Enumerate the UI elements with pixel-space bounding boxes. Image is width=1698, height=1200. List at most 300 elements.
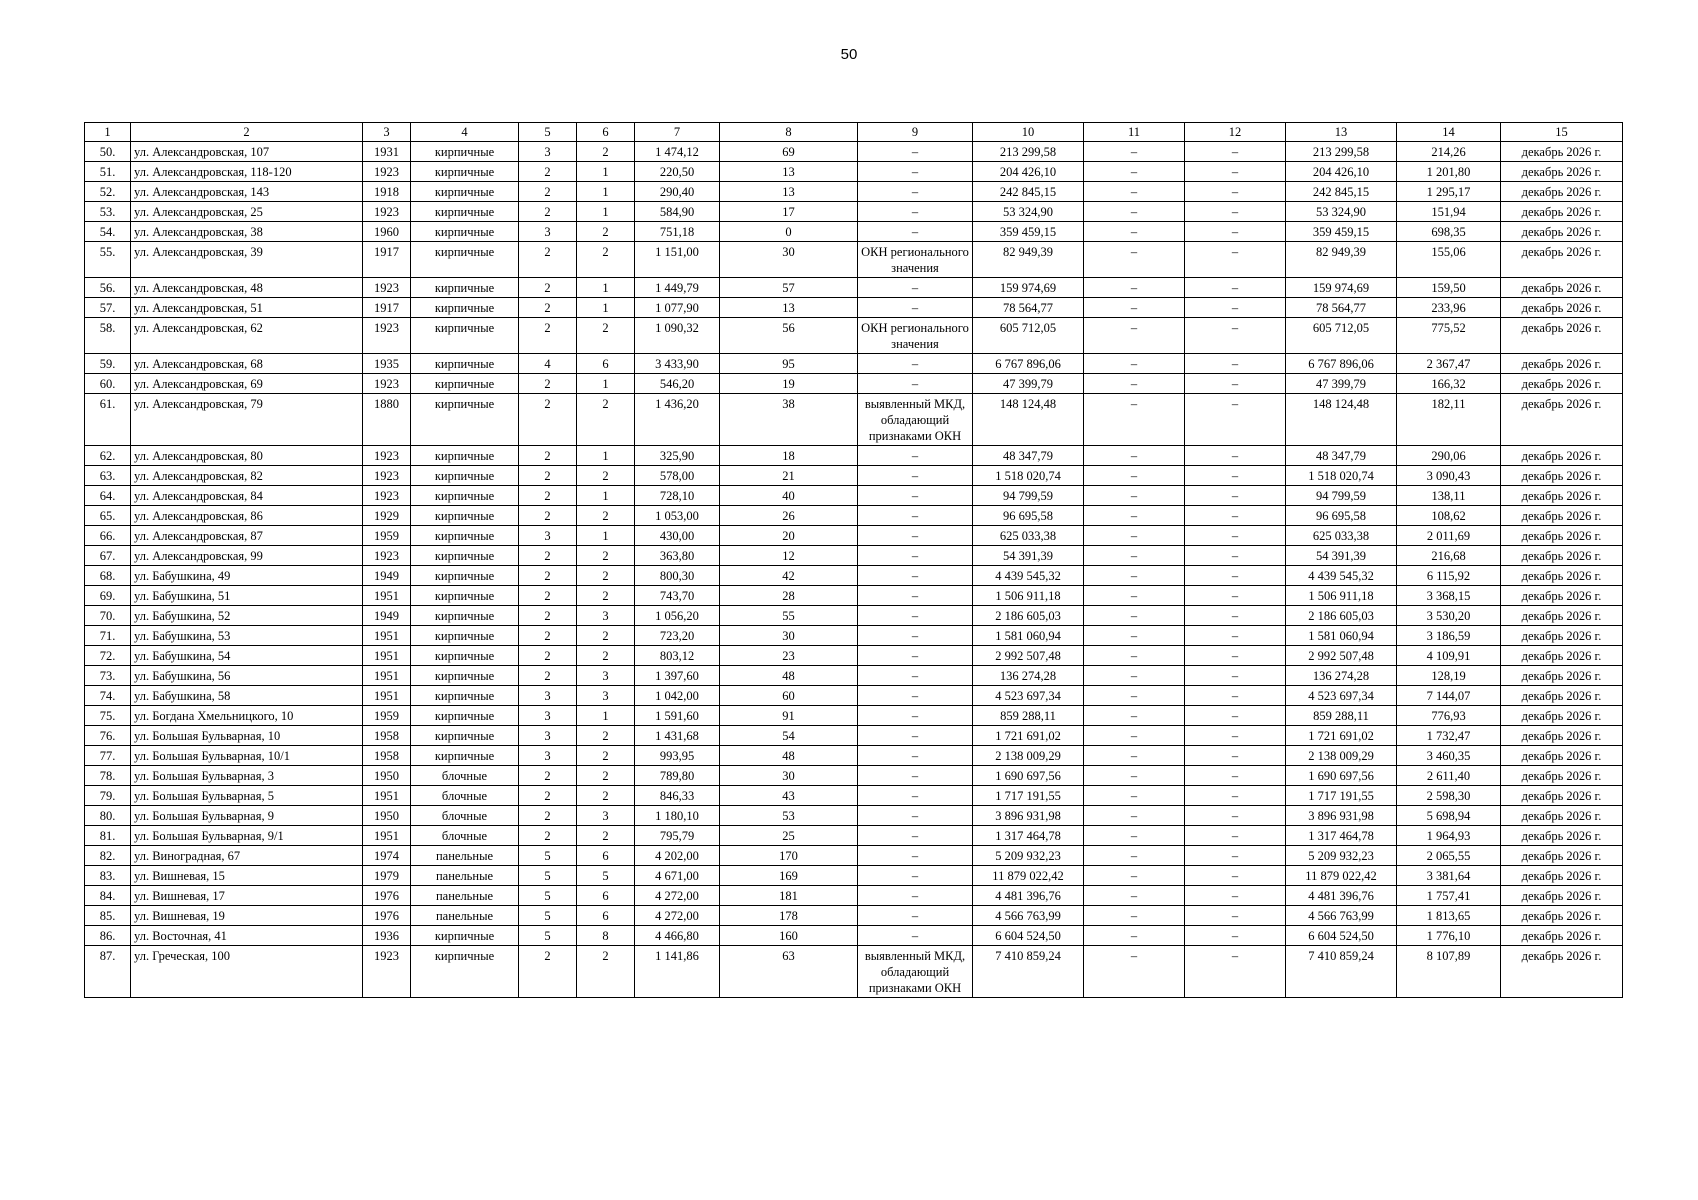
floors-cell: 2 — [519, 394, 577, 446]
wall-material-cell: блочные — [411, 766, 519, 786]
wall-material-cell: кирпичные — [411, 946, 519, 998]
address-cell: ул. Александровская, 25 — [131, 202, 363, 222]
floors-cell: 2 — [519, 278, 577, 298]
wall-material-cell: кирпичные — [411, 142, 519, 162]
table-row — [85, 446, 1623, 466]
cost-col-13-cell: 1 721 691,02 — [1286, 726, 1397, 746]
deadline-cell: декабрь 2026 г. — [1501, 222, 1623, 242]
address-cell: ул. Большая Бульварная, 3 — [131, 766, 363, 786]
entrances-cell: 2 — [577, 546, 635, 566]
cost-col-12-cell: – — [1185, 726, 1286, 746]
entrances-cell: 3 — [577, 666, 635, 686]
area-cell: 1 053,00 — [635, 506, 720, 526]
entrances-cell: 2 — [577, 394, 635, 446]
entrances-cell: 2 — [577, 726, 635, 746]
cost-col-11-cell: – — [1084, 202, 1185, 222]
row-number-cell: 51. — [85, 162, 131, 182]
residents-cell: 181 — [720, 886, 858, 906]
heritage-status-cell: – — [858, 162, 973, 182]
heritage-status-cell: – — [858, 686, 973, 706]
floors-cell: 3 — [519, 142, 577, 162]
heritage-status-cell: – — [858, 278, 973, 298]
cost-col-13-cell: 53 324,90 — [1286, 202, 1397, 222]
row-number-cell: 55. — [85, 242, 131, 278]
column-header: 10 — [973, 123, 1084, 142]
area-cell: 743,70 — [635, 586, 720, 606]
deadline-cell: декабрь 2026 г. — [1501, 706, 1623, 726]
column-header: 7 — [635, 123, 720, 142]
area-cell: 1 449,79 — [635, 278, 720, 298]
build-year-cell: 1951 — [363, 666, 411, 686]
column-number-row — [85, 123, 1623, 142]
cost-per-unit-cell: 5 698,94 — [1397, 806, 1501, 826]
residents-cell: 20 — [720, 526, 858, 546]
heritage-status-cell: выявленный МКД, обладающий признаками ОКН — [858, 946, 973, 998]
wall-material-cell: кирпичные — [411, 586, 519, 606]
heritage-status-cell: – — [858, 202, 973, 222]
heritage-status-cell: – — [858, 846, 973, 866]
address-cell: ул. Александровская, 48 — [131, 278, 363, 298]
cost-per-unit-cell: 2 011,69 — [1397, 526, 1501, 546]
cost-col-11-cell: – — [1084, 162, 1185, 182]
cost-per-unit-cell: 216,68 — [1397, 546, 1501, 566]
cost-col-12-cell: – — [1185, 354, 1286, 374]
table-row — [85, 726, 1623, 746]
entrances-cell: 1 — [577, 374, 635, 394]
build-year-cell: 1923 — [363, 162, 411, 182]
heritage-status-cell: – — [858, 586, 973, 606]
cost-col-12-cell: – — [1185, 374, 1286, 394]
residents-cell: 18 — [720, 446, 858, 466]
cost-col-11-cell: – — [1084, 182, 1185, 202]
wall-material-cell: панельные — [411, 866, 519, 886]
area-cell: 1 180,10 — [635, 806, 720, 826]
cost-total-cell: 1 717 191,55 — [973, 786, 1084, 806]
deadline-cell: декабрь 2026 г. — [1501, 566, 1623, 586]
heritage-status-cell: – — [858, 886, 973, 906]
cost-col-12-cell: – — [1185, 746, 1286, 766]
floors-cell: 2 — [519, 766, 577, 786]
deadline-cell: декабрь 2026 г. — [1501, 354, 1623, 374]
cost-per-unit-cell: 2 611,40 — [1397, 766, 1501, 786]
address-cell: ул. Александровская, 38 — [131, 222, 363, 242]
build-year-cell: 1880 — [363, 394, 411, 446]
cost-per-unit-cell: 1 964,93 — [1397, 826, 1501, 846]
address-cell: ул. Бабушкина, 53 — [131, 626, 363, 646]
cost-total-cell: 82 949,39 — [973, 242, 1084, 278]
address-cell: ул. Александровская, 68 — [131, 354, 363, 374]
cost-col-13-cell: 6 767 896,06 — [1286, 354, 1397, 374]
cost-per-unit-cell: 1 757,41 — [1397, 886, 1501, 906]
heritage-status-cell: ОКН регионального значения — [858, 242, 973, 278]
heritage-status-cell: – — [858, 374, 973, 394]
cost-total-cell: 6 767 896,06 — [973, 354, 1084, 374]
row-number-cell: 62. — [85, 446, 131, 466]
cost-per-unit-cell: 159,50 — [1397, 278, 1501, 298]
floors-cell: 2 — [519, 546, 577, 566]
row-number-cell: 86. — [85, 926, 131, 946]
area-cell: 1 077,90 — [635, 298, 720, 318]
heritage-status-cell: – — [858, 546, 973, 566]
floors-cell: 2 — [519, 606, 577, 626]
column-header: 14 — [1397, 123, 1501, 142]
cost-col-12-cell: – — [1185, 626, 1286, 646]
cost-col-13-cell: 1 317 464,78 — [1286, 826, 1397, 846]
heritage-status-cell: – — [858, 746, 973, 766]
cost-col-11-cell: – — [1084, 906, 1185, 926]
heritage-status-cell: – — [858, 626, 973, 646]
cost-col-11-cell: – — [1084, 466, 1185, 486]
build-year-cell: 1950 — [363, 766, 411, 786]
address-cell: ул. Виноградная, 67 — [131, 846, 363, 866]
cost-col-11-cell: – — [1084, 506, 1185, 526]
cost-per-unit-cell: 2 367,47 — [1397, 354, 1501, 374]
deadline-cell: декабрь 2026 г. — [1501, 278, 1623, 298]
cost-col-13-cell: 2 138 009,29 — [1286, 746, 1397, 766]
address-cell: ул. Александровская, 62 — [131, 318, 363, 354]
residents-cell: 57 — [720, 278, 858, 298]
cost-col-13-cell: 78 564,77 — [1286, 298, 1397, 318]
cost-col-13-cell: 1 518 020,74 — [1286, 466, 1397, 486]
area-cell: 546,20 — [635, 374, 720, 394]
cost-col-12-cell: – — [1185, 142, 1286, 162]
row-number-cell: 68. — [85, 566, 131, 586]
cost-total-cell: 2 186 605,03 — [973, 606, 1084, 626]
wall-material-cell: кирпичные — [411, 526, 519, 546]
heritage-status-cell: – — [858, 142, 973, 162]
cost-col-13-cell: 213 299,58 — [1286, 142, 1397, 162]
floors-cell: 2 — [519, 466, 577, 486]
cost-col-13-cell: 82 949,39 — [1286, 242, 1397, 278]
wall-material-cell: кирпичные — [411, 486, 519, 506]
table-row — [85, 394, 1623, 446]
cost-per-unit-cell: 8 107,89 — [1397, 946, 1501, 998]
cost-per-unit-cell: 3 460,35 — [1397, 746, 1501, 766]
column-header: 13 — [1286, 123, 1397, 142]
deadline-cell: декабрь 2026 г. — [1501, 766, 1623, 786]
floors-cell: 2 — [519, 566, 577, 586]
cost-col-13-cell: 136 274,28 — [1286, 666, 1397, 686]
area-cell: 584,90 — [635, 202, 720, 222]
row-number-cell: 73. — [85, 666, 131, 686]
table-row — [85, 646, 1623, 666]
cost-col-11-cell: – — [1084, 298, 1185, 318]
heritage-status-cell: – — [858, 466, 973, 486]
build-year-cell: 1951 — [363, 646, 411, 666]
floors-cell: 2 — [519, 646, 577, 666]
deadline-cell: декабрь 2026 г. — [1501, 526, 1623, 546]
address-cell: ул. Большая Бульварная, 9/1 — [131, 826, 363, 846]
table-row — [85, 374, 1623, 394]
build-year-cell: 1923 — [363, 202, 411, 222]
cost-col-12-cell: – — [1185, 546, 1286, 566]
address-cell: ул. Александровская, 143 — [131, 182, 363, 202]
residents-cell: 30 — [720, 766, 858, 786]
build-year-cell: 1951 — [363, 786, 411, 806]
build-year-cell: 1923 — [363, 278, 411, 298]
build-year-cell: 1951 — [363, 626, 411, 646]
row-number-cell: 82. — [85, 846, 131, 866]
row-number-cell: 56. — [85, 278, 131, 298]
row-number-cell: 66. — [85, 526, 131, 546]
cost-total-cell: 54 391,39 — [973, 546, 1084, 566]
deadline-cell: декабрь 2026 г. — [1501, 606, 1623, 626]
deadline-cell: декабрь 2026 г. — [1501, 946, 1623, 998]
floors-cell: 5 — [519, 926, 577, 946]
entrances-cell: 3 — [577, 806, 635, 826]
row-number-cell: 50. — [85, 142, 131, 162]
cost-col-12-cell: – — [1185, 906, 1286, 926]
column-header: 3 — [363, 123, 411, 142]
cost-col-12-cell: – — [1185, 706, 1286, 726]
address-cell: ул. Александровская, 51 — [131, 298, 363, 318]
area-cell: 430,00 — [635, 526, 720, 546]
table-row — [85, 906, 1623, 926]
cost-col-12-cell: – — [1185, 826, 1286, 846]
table-row — [85, 466, 1623, 486]
address-cell: ул. Александровская, 87 — [131, 526, 363, 546]
deadline-cell: декабрь 2026 г. — [1501, 746, 1623, 766]
wall-material-cell: кирпичные — [411, 626, 519, 646]
residents-cell: 48 — [720, 746, 858, 766]
column-header: 15 — [1501, 123, 1623, 142]
row-number-cell: 76. — [85, 726, 131, 746]
build-year-cell: 1929 — [363, 506, 411, 526]
address-cell: ул. Александровская, 99 — [131, 546, 363, 566]
cost-col-11-cell: – — [1084, 626, 1185, 646]
column-header: 2 — [131, 123, 363, 142]
cost-col-11-cell: – — [1084, 354, 1185, 374]
wall-material-cell: кирпичные — [411, 466, 519, 486]
floors-cell: 3 — [519, 746, 577, 766]
table-row — [85, 506, 1623, 526]
table-row — [85, 806, 1623, 826]
address-cell: ул. Большая Бульварная, 9 — [131, 806, 363, 826]
wall-material-cell: кирпичные — [411, 278, 519, 298]
floors-cell: 2 — [519, 242, 577, 278]
cost-col-12-cell: – — [1185, 646, 1286, 666]
wall-material-cell: кирпичные — [411, 202, 519, 222]
residents-cell: 169 — [720, 866, 858, 886]
deadline-cell: декабрь 2026 г. — [1501, 486, 1623, 506]
cost-col-11-cell: – — [1084, 242, 1185, 278]
build-year-cell: 1923 — [363, 318, 411, 354]
cost-col-12-cell: – — [1185, 486, 1286, 506]
cost-col-11-cell: – — [1084, 766, 1185, 786]
heritage-status-cell: – — [858, 526, 973, 546]
address-cell: ул. Большая Бульварная, 10/1 — [131, 746, 363, 766]
heritage-status-cell: – — [858, 506, 973, 526]
deadline-cell: декабрь 2026 г. — [1501, 298, 1623, 318]
heritage-status-cell: – — [858, 566, 973, 586]
cost-per-unit-cell: 7 144,07 — [1397, 686, 1501, 706]
cost-per-unit-cell: 1 813,65 — [1397, 906, 1501, 926]
entrances-cell: 2 — [577, 786, 635, 806]
entrances-cell: 2 — [577, 142, 635, 162]
cost-col-12-cell: – — [1185, 182, 1286, 202]
residents-cell: 19 — [720, 374, 858, 394]
entrances-cell: 1 — [577, 486, 635, 506]
deadline-cell: декабрь 2026 г. — [1501, 906, 1623, 926]
address-cell: ул. Греческая, 100 — [131, 946, 363, 998]
area-cell: 4 272,00 — [635, 886, 720, 906]
cost-total-cell: 7 410 859,24 — [973, 946, 1084, 998]
cost-total-cell: 3 896 931,98 — [973, 806, 1084, 826]
heritage-status-cell: – — [858, 926, 973, 946]
cost-col-13-cell: 148 124,48 — [1286, 394, 1397, 446]
deadline-cell: декабрь 2026 г. — [1501, 666, 1623, 686]
cost-col-13-cell: 7 410 859,24 — [1286, 946, 1397, 998]
table-row — [85, 546, 1623, 566]
build-year-cell: 1923 — [363, 486, 411, 506]
wall-material-cell: кирпичные — [411, 666, 519, 686]
address-cell: ул. Александровская, 69 — [131, 374, 363, 394]
heritage-status-cell: – — [858, 222, 973, 242]
table-row — [85, 846, 1623, 866]
wall-material-cell: панельные — [411, 846, 519, 866]
entrances-cell: 6 — [577, 906, 635, 926]
cost-col-11-cell: – — [1084, 586, 1185, 606]
cost-col-13-cell: 48 347,79 — [1286, 446, 1397, 466]
table-row — [85, 766, 1623, 786]
row-number-cell: 57. — [85, 298, 131, 318]
column-header: 8 — [720, 123, 858, 142]
address-cell: ул. Восточная, 41 — [131, 926, 363, 946]
residents-cell: 91 — [720, 706, 858, 726]
build-year-cell: 1958 — [363, 726, 411, 746]
cost-col-11-cell: – — [1084, 646, 1185, 666]
cost-total-cell: 4 523 697,34 — [973, 686, 1084, 706]
build-year-cell: 1923 — [363, 374, 411, 394]
table-row — [85, 182, 1623, 202]
cost-col-11-cell: – — [1084, 446, 1185, 466]
address-cell: ул. Александровская, 107 — [131, 142, 363, 162]
residents-cell: 38 — [720, 394, 858, 446]
cost-col-12-cell: – — [1185, 566, 1286, 586]
cost-per-unit-cell: 151,94 — [1397, 202, 1501, 222]
wall-material-cell: кирпичные — [411, 394, 519, 446]
cost-col-13-cell: 96 695,58 — [1286, 506, 1397, 526]
floors-cell: 2 — [519, 202, 577, 222]
column-header: 4 — [411, 123, 519, 142]
entrances-cell: 3 — [577, 606, 635, 626]
area-cell: 4 671,00 — [635, 866, 720, 886]
wall-material-cell: кирпичные — [411, 646, 519, 666]
cost-col-12-cell: – — [1185, 946, 1286, 998]
address-cell: ул. Бабушкина, 56 — [131, 666, 363, 686]
cost-col-11-cell: – — [1084, 142, 1185, 162]
area-cell: 220,50 — [635, 162, 720, 182]
cost-col-12-cell: – — [1185, 606, 1286, 626]
residents-cell: 30 — [720, 626, 858, 646]
cost-col-11-cell: – — [1084, 222, 1185, 242]
cost-total-cell: 204 426,10 — [973, 162, 1084, 182]
row-number-cell: 63. — [85, 466, 131, 486]
area-cell: 1 042,00 — [635, 686, 720, 706]
cost-total-cell: 1 581 060,94 — [973, 626, 1084, 646]
cost-col-12-cell: – — [1185, 278, 1286, 298]
address-cell: ул. Александровская, 82 — [131, 466, 363, 486]
deadline-cell: декабрь 2026 г. — [1501, 626, 1623, 646]
cost-col-13-cell: 359 459,15 — [1286, 222, 1397, 242]
build-year-cell: 1951 — [363, 826, 411, 846]
cost-col-13-cell: 6 604 524,50 — [1286, 926, 1397, 946]
build-year-cell: 1951 — [363, 686, 411, 706]
area-cell: 4 202,00 — [635, 846, 720, 866]
row-number-cell: 65. — [85, 506, 131, 526]
floors-cell: 2 — [519, 826, 577, 846]
cost-col-11-cell: – — [1084, 686, 1185, 706]
column-header: 1 — [85, 123, 131, 142]
deadline-cell: декабрь 2026 г. — [1501, 866, 1623, 886]
address-cell: ул. Бабушкина, 52 — [131, 606, 363, 626]
table-row — [85, 222, 1623, 242]
deadline-cell: декабрь 2026 г. — [1501, 202, 1623, 222]
heritage-status-cell: – — [858, 806, 973, 826]
area-cell: 800,30 — [635, 566, 720, 586]
cost-per-unit-cell: 166,32 — [1397, 374, 1501, 394]
deadline-cell: декабрь 2026 г. — [1501, 394, 1623, 446]
cost-total-cell: 625 033,38 — [973, 526, 1084, 546]
cost-per-unit-cell: 6 115,92 — [1397, 566, 1501, 586]
heritage-status-cell: выявленный МКД, обладающий признаками ОКН — [858, 394, 973, 446]
address-cell: ул. Бабушкина, 54 — [131, 646, 363, 666]
cost-col-12-cell: – — [1185, 318, 1286, 354]
cost-per-unit-cell: 128,19 — [1397, 666, 1501, 686]
cost-total-cell: 11 879 022,42 — [973, 866, 1084, 886]
cost-col-11-cell: – — [1084, 318, 1185, 354]
build-year-cell: 1959 — [363, 526, 411, 546]
cost-col-13-cell: 4 566 763,99 — [1286, 906, 1397, 926]
floors-cell: 2 — [519, 786, 577, 806]
cost-col-11-cell: – — [1084, 806, 1185, 826]
residents-cell: 25 — [720, 826, 858, 846]
cost-total-cell: 1 506 911,18 — [973, 586, 1084, 606]
row-number-cell: 83. — [85, 866, 131, 886]
heritage-status-cell: – — [858, 486, 973, 506]
residents-cell: 17 — [720, 202, 858, 222]
row-number-cell: 81. — [85, 826, 131, 846]
cost-per-unit-cell: 3 368,15 — [1397, 586, 1501, 606]
area-cell: 1 436,20 — [635, 394, 720, 446]
area-cell: 803,12 — [635, 646, 720, 666]
cost-col-12-cell: – — [1185, 242, 1286, 278]
floors-cell: 2 — [519, 298, 577, 318]
build-year-cell: 1923 — [363, 946, 411, 998]
row-number-cell: 79. — [85, 786, 131, 806]
heritage-status-cell: – — [858, 646, 973, 666]
cost-total-cell: 159 974,69 — [973, 278, 1084, 298]
deadline-cell: декабрь 2026 г. — [1501, 806, 1623, 826]
cost-per-unit-cell: 182,11 — [1397, 394, 1501, 446]
row-number-cell: 85. — [85, 906, 131, 926]
floors-cell: 3 — [519, 706, 577, 726]
wall-material-cell: кирпичные — [411, 726, 519, 746]
cost-col-12-cell: – — [1185, 526, 1286, 546]
cost-total-cell: 5 209 932,23 — [973, 846, 1084, 866]
row-number-cell: 69. — [85, 586, 131, 606]
entrances-cell: 5 — [577, 866, 635, 886]
cost-per-unit-cell: 108,62 — [1397, 506, 1501, 526]
cost-total-cell: 242 845,15 — [973, 182, 1084, 202]
wall-material-cell: кирпичные — [411, 746, 519, 766]
area-cell: 1 474,12 — [635, 142, 720, 162]
cost-total-cell: 78 564,77 — [973, 298, 1084, 318]
cost-col-11-cell: – — [1084, 866, 1185, 886]
entrances-cell: 2 — [577, 586, 635, 606]
area-cell: 993,95 — [635, 746, 720, 766]
entrances-cell: 2 — [577, 946, 635, 998]
